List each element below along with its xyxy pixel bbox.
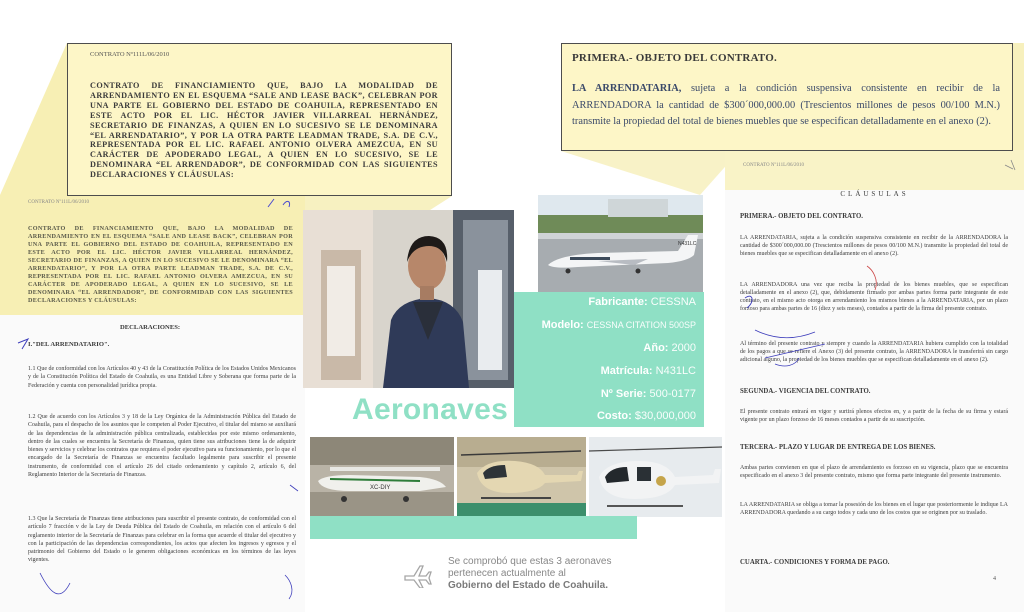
contract-number: CONTRATO Nº111L/06/2010 xyxy=(28,200,89,205)
clause-4-heading: CUARTA.- CONDICIONES Y FORMA DE PAGO. xyxy=(740,559,890,566)
info-row-fabricante: Fabricante: CESSNA xyxy=(588,296,696,308)
info-row-serie: Nº Serie: 500-0177 xyxy=(600,388,696,400)
clause-heading: PRIMERA.- OBJETO DEL CONTRATO. xyxy=(572,52,777,64)
accent-band xyxy=(310,516,637,539)
info-row-modelo: Modelo: CESSNA CITATION 500SP xyxy=(541,319,696,331)
page-number: 4 xyxy=(993,576,996,582)
caption-line-3: Gobierno del Estado de Coahuila. xyxy=(448,580,609,591)
clause-1-text-3: Al término del presente contrato y siempre y cuando la ARRENDATARIA hubiera cumplido con la totalidad de los pagos a que se refiere el Anexo (3) del presente contrato, la ARRENDADORA le transferirá sin cargo adicional alguno, la propiedad de los bienes muebles que se especifican detalladamente en el anexo (2). xyxy=(740,341,1008,364)
clause-lead: LA ARRENDATARIA, xyxy=(572,83,682,94)
clausulas-title: CLÁUSULAS xyxy=(840,190,909,198)
clause-3-heading: TERCERA.- PLAZO Y LUGAR DE ENTREGA DE LOS BIENES. xyxy=(740,444,936,451)
helicopter-photo-2 xyxy=(589,437,722,517)
info-row-anio: Año: 2000 xyxy=(643,342,696,354)
declaraciones-heading: DECLARACIONES: xyxy=(120,324,181,331)
clause-1-heading: PRIMERA.- OBJETO DEL CONTRATO. xyxy=(740,213,863,220)
clause-3-text: Ambas partes convienen en que el plazo de arrendamiento es forzoso en su vigencia, plazo que se encuentra especificado en el anexo 3 del presente contrato, mismo que forma parte integrante del presente instrumento. xyxy=(740,465,1008,480)
clause-1-text: LA ARRENDATARIA, sujeta a la condición suspensiva consistente en recibir de la ARRENDADORA la cantidad de $300´000,000.00 (Trescientos millones de pesos 00/100 M.N.) transmite la propiedad del total de bienes muebles que se especifican detalladamente en el anexo (2). xyxy=(740,235,1008,258)
clause-2-heading: SEGUNDA.- VIGENCIA DEL CONTRATO. xyxy=(740,388,871,395)
handwritten-marks xyxy=(725,150,1024,612)
helicopter-photo-1 xyxy=(457,437,586,517)
aircraft-info-panel xyxy=(514,292,704,427)
caption-line-2: pertenecen actualmente al xyxy=(448,568,566,579)
contract-number: CONTRATO Nº111L/06/2010 xyxy=(90,51,170,58)
photo-caption xyxy=(448,556,611,592)
person-photo xyxy=(303,210,514,388)
declaration-item-3: 1.3 Que la Secretaría de Finanzas tiene atribuciones para suscribir el presente contrato, de conformidad con el artículo 7 fracción v de la Ley de Deuda Pública del Estado de Coahuila, en relación con el artículo 6 del reglamento interior de la Secretaría de Finanzas para celebrar en la forma que acuerde el titular del ejecutivo y con la participación de las dependencias correspondientes, los actos que afecten los ingresos y egresos y el patrimonio del Gobierno del Estado o le generen obligaciones económicas en los términos de las leyes vigentes. xyxy=(28,516,296,564)
clause-text xyxy=(572,81,1000,131)
clause-2-text: El presente contrato entrará en vigor y surtirá plenos efectos en, y a partir de la fecha de su firma y estará vigente por un plazo forzoso de 16 meses contados a partir de su suscripción. xyxy=(740,409,1008,424)
clause-3-text-2: LA ARRENDATARIA se obliga a tomar la posesión de los bienes en el lugar que posteriormente le indique LA ARRENDADORA quedando a su cargo todos y cada uno de los costos que se originen por su traslado. xyxy=(740,502,1008,517)
caption-line-1: Se comprobó que estas 3 aeronaves xyxy=(448,556,612,567)
jet-tail-number: N431LC xyxy=(678,241,697,247)
info-row-costo: Costo: $30,000,000 xyxy=(596,410,696,422)
jet-photo xyxy=(538,195,703,292)
contract-number: CONTRATO Nº111L/06/2010 xyxy=(743,163,804,168)
small-plane-photo xyxy=(310,437,454,517)
airplane-icon xyxy=(402,562,432,588)
contract-preamble: CONTRATO DE FINANCIAMIENTO QUE, BAJO LA MODALIDAD DE ARRENDAMIENTO EN EL ESQUEMA “SALE AND LEASE BACK”, CELEBRAN POR UNA PARTE EL GOBIERNO DEL ESTADO DE COAHUILA, REPRESENTADO EN ESTE ACTO POR EL LIC. HÉCTOR JAVIER VILLARREAL HERNÁNDEZ, SECRETARIO DE FINANZAS, A QUIEN EN LO SUCESIVO SE LE DENOMINARA “EL ARRENDATARIO”, Y POR LA OTRA PARTE LEADMAN TRADE, S.A. DE C.V., REPRESENTADA POR EL LIC. RAFAEL ANTONIO OLVERA AMEZCUA, EN SU CARÁCTER DE APODERADO LEGAL, A QUIEN EN LO SUCESIVO, SE LE DENOMINARA “EL ARRENDADOR”, DE CONFORMIDAD CON LAS SIGUIENTES DECLARACIONES Y CLÁUSULAS: xyxy=(90,81,438,180)
right-contract-page xyxy=(725,150,1024,612)
contract-preamble: CONTRATO DE FINANCIAMIENTO QUE, BAJO LA MODALIDAD DE ARRENDAMIENTO EN EL ESQUEMA “SALE AND LEASE BACK”, CELEBRAN POR UNA PARTE EL GOBIERNO DEL ESTADO DE COAHUILA, REPRESENTADO EN ESTE ACTO POR EL LIC. HÉCTOR JAVIER VILLARREAL HERNÁNDEZ, SECRETARIO DE FINANZAS, A QUIEN EN LO SUCESIVO SE LE DENOMINARA “EL ARRENDATARIO”, Y POR LA OTRA PARTE LEADMAN TRADE, S.A. DE C.V., REPRESENTADA POR EL LIC. RAFAEL ANTONIO OLVERA AMEZCUA, EN SU CARÁCTER DE APODERADO LEGAL, A QUIEN EN LO SUCESIVO, SE LE DENOMINARA “EL ARRENDADOR”, DE CONFORMIDAD CON LAS SIGUIENTES DECLARACIONES Y CLÁUSULAS: xyxy=(28,225,293,304)
arrendatario-heading: I."DEL ARRENDATARIO". xyxy=(28,341,110,348)
plane-tail-number: XC-DIY xyxy=(370,485,391,491)
clause-1-text-2: LA ARRENDADORA una vez que reciba la propiedad de los bienes muebles, que se especifican detalladamente en el anexo (2), que, debidamente firmado por ambas partes forma parte integrante de este contrato, en el mismo acto otorga en arrendamiento los mismos bienes a la ARRENDATARIA, por un plazo forzoso para ambas partes de 16 (diez y seis meses), contados a partir de la firma del presente contrato. xyxy=(740,282,1008,313)
declaration-item-2: 1.2 Que de acuerdo con los Artículos 3 y 18 de la Ley Orgánica de la Administración Pública del Estado de Coahuila, para el despacho de los asuntos que le competen al Poder Ejecutivo, el titular del mismo se auxiliará de las dependencias de la administración pública centralizada, establecidas por este mismo ordenamiento, dentro de las cuales se encuentra la Secretaría de Finanzas, quien tiene sus atribuciones tiene la de adquirir bienes y servicios y celebrar los contratos que requiera el poder ejecutivo para su funcionamiento, por lo que el encargado de la Secretaría de Finanzas se encuentra facultado legalmente para suscribir el presente instrumento, de conformidad con el artículo 26 del citado ordenamiento y capítulo 2, artículo 6, del Reglamento Interior de la Secretaría de Finanzas. xyxy=(28,414,296,479)
declaration-item-1: 1.1 Que de conformidad con los Artículos 40 y 43 de la Constitución Política de los Estados Unidos Mexicanos y de la Constitución Política del Estado de Coahuila, es una Entidad Libre y Soberana que forma parte de la Federación y cuenta con personalidad jurídica propia. xyxy=(28,366,296,389)
clause-body: sujeta a la condición suspensiva consistente en recibir de la ARRENDADORA la cantidad de $300´000,000.00 (Trescientos millones de pesos 00/100 M.N.) transmite la propiedad del total de bienes muebles que se especifican detalladamente en el anexo (2). xyxy=(572,83,1000,127)
zoom-callout-preamble xyxy=(67,43,452,196)
section-title: Aeronaves xyxy=(352,393,509,426)
info-row-matricula: Matrícula: N431LC xyxy=(600,365,696,377)
zoom-callout-clause xyxy=(561,43,1013,151)
left-contract-page xyxy=(0,195,305,612)
handwritten-marks xyxy=(0,195,305,612)
